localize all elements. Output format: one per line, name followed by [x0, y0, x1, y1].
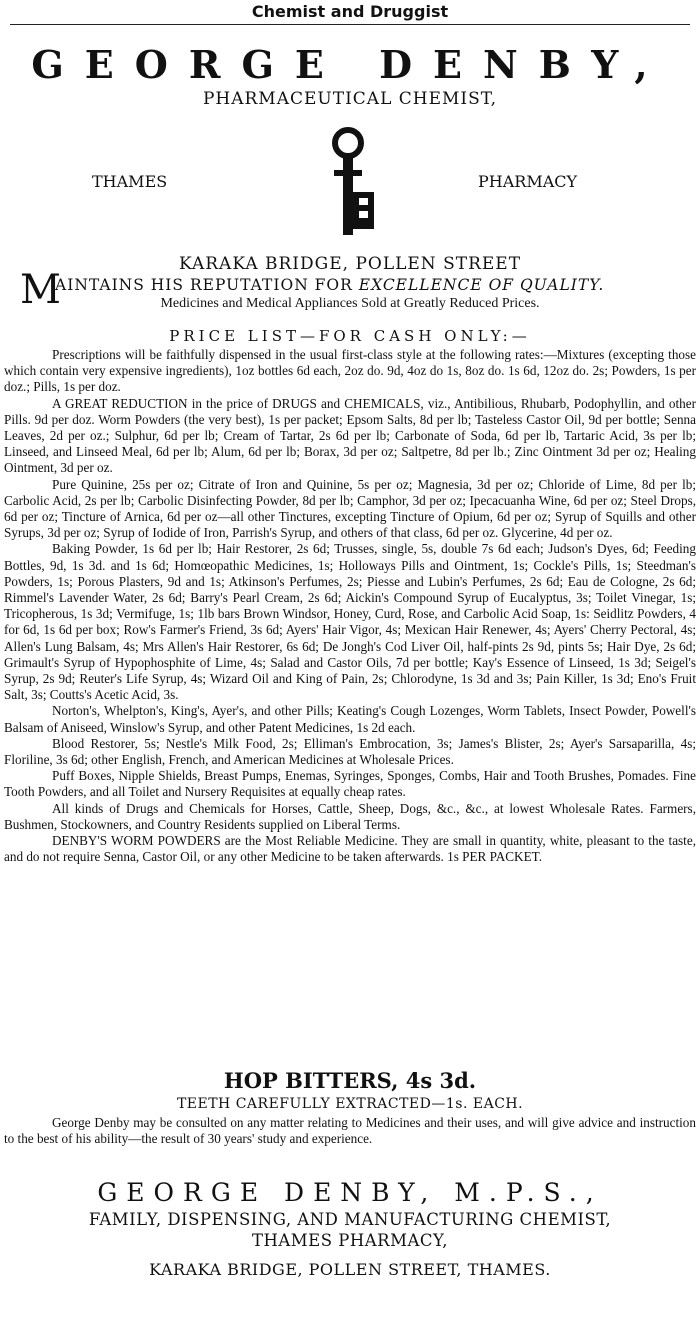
footer-name: GEORGE DENBY, M.P.S., — [97, 1178, 603, 1207]
top-rule — [10, 24, 690, 25]
section-title: Chemist and Druggist — [251, 2, 449, 21]
price-paragraph: Baking Powder, 1s 6d per lb; Hair Restorer, 2s 6d; Trusses, single, 5s, double 7s 6d each; Judson's Dyes, 6d; Feeding Bottles, 9d, 1s 3d. and 1s 6d; Homœopathic Medicines, 1s; Holloways Pills and Ointment, 1s; Cockle's Pills, 1s; Steedman's Powders, 1s; Porous Plasters, 9d and 1s; Atkinson's Perfumes, 2s; Piesse and Lubin's Perfumes, 2s 6d; Eau de Cologne, 2s 6d; Rimmel's Lavender Water, 2s 6d; Barry's Pearl Cream, 2s 6d; Aickin's Compound Syrup of Eucalyptus, 3s; Toilet Vinegar, 1s; Tricopherous, 1s 3d; Vermifuge, 1s; 1lb bars Brown Windsor, Honey, Curd, Rose, and Carbolic Acid Soap, 1s: Seidlitz Powders, 4 for 6d, 1s 6d per box; Row's Farmer's Friend, 3s 6d; Ayers' Hair Vigor, 4s; Mexican Hair Renewer, 4s; Ayers' Cherry Pectoral, 4s; Allen's Lung Balsam, 4s; Mrs Allen's Hair Restorer, 6s 6d; De Jongh's Cod Liver Oil, half-pints 2s 9d, pints 5s; Hair Dye, 2s 6d; Grimault's Syrup of Hypophosphite of Lime, 4s; Salad and Castor Oils, 7d per bottle; Kay's Essence of Linseed, 1s 3d; Seigel's Syrup, 2s 9d; Reuter's Life Syrup, 4s; Wizard Oil and King of Pain, 2s; Chlorodyne, 1s 3d and 3s; Pain Killer, 1s 3d; Eno's Fruit Salt, 3s; Coutts's Acetic Acid, 3s. — [4, 541, 696, 703]
tagline-start: AINTAINS HIS REPUTATION FOR — [55, 276, 359, 294]
price-paragraph: All kinds of Drugs and Chemicals for Horses, Cattle, Sheep, Dogs, &c., &c., at lowest Wholesale Rates. Farmers, Bushmen, Stockowners, and Country Residents supplied on Liberal Terms. — [4, 800, 696, 832]
thames-word: THAMES — [92, 172, 168, 191]
price-paragraph: Blood Restorer, 5s; Nestle's Milk Food, 2s; Elliman's Embrocation, 3s; James's Blister, 2s; Ayer's Sarsaparilla, 4s; Floriline, 3s 6d; other English, French, and American Medicines at Wholesale Prices. — [4, 735, 696, 768]
hop-bitters-line: HOP BITTERS, 4s 3d. — [223, 1068, 477, 1093]
price-list-heading: PRICE LIST—FOR CASH ONLY:— — [169, 327, 531, 345]
price-list-body — [4, 347, 696, 866]
consultation-paragraph: George Denby may be consulted on any matter relating to Medicines and their uses, and will give advice and instruction to the best of his ability—the result of 30 years' study and experience. — [4, 1115, 696, 1147]
teeth-line: TEETH CAREFULLY EXTRACTED—1s. EACH. — [176, 1096, 524, 1112]
footer-line-1: FAMILY, DISPENSING, AND MANUFACTURING CHEMIST, — [88, 1210, 612, 1229]
advertiser-name: GEORGE DENBY, — [31, 42, 669, 87]
price-paragraph: Pure Quinine, 25s per oz; Citrate of Iron and Quinine, 5s per oz; Magnesia, 3d per oz; Chloride of Lime, 8d per lb; Carbolic Acid, 2s per lb; Carbolic Disinfecting Powder, 8d per lb; Camphor, 3d per oz; Ipecacuanha Wine, 6d per oz; Steel Drops, 6d per oz; Tincture of Arnica, 6d per oz—all other Tinctures, excepting Tincture of Opium, 6d per oz; Syrup of Squills and other Syrups, 3d per oz; Syrup of Iodide of Iron, Parrish's Syrup, and others of that class, 6d per oz. Glycerine, 4d per oz. — [4, 476, 696, 541]
price-paragraph: Norton's, Whelpton's, King's, Ayer's, and other Pills; Keating's Cough Lozenges, Worm Tablets, Insect Powder, Powell's Balsam of Aniseed, Winslow's Syrup, and other Patent Medicines, 1s 2d each. — [4, 703, 696, 735]
pharmacy-word: PHARMACY — [478, 172, 578, 191]
footer-line-3: KARAKA BRIDGE, POLLEN STREET, THAMES. — [149, 1260, 551, 1279]
price-paragraph: A GREAT REDUCTION in the price of DRUGS and CHEMICALS, viz., Antibilious, Rhubarb, Podophyllin, and other Pills. 9d per doz. Worm Powders (the very best), 1s per packet; Epsom Salts, 8d per lb; Tasteless Castor Oil, 9d per bottle; Senna Leaves, 2d per oz.; Sulphur, 6d per lb; Cream of Tartar, 2s 6d per lb; Carbonate of Soda, 6d per lb, Tartaric Acid, 3s per lb; Linseed, and Linseed Meal, 6d per lb; Alum, 6d per lb; Borax, 3d per oz; Saltpetre, 8d per lb.; Zinc Ointment 3d per oz; Healing Ointment, 3d per oz. — [4, 395, 696, 476]
key-icon — [316, 126, 380, 240]
address-line: KARAKA BRIDGE, POLLEN STREET — [178, 254, 522, 274]
price-paragraph: Puff Boxes, Nipple Shields, Breast Pumps, Enemas, Syringes, Sponges, Combs, Hair and Tooth Brushes, Pomades. Fine Tooth Powders, and all Toilet and Nursery Requisites at equally cheap rates. — [4, 768, 696, 800]
price-paragraph: DENBY'S WORM POWDERS are the Most Reliable Medicine. They are small in quantity, white, pleasant to the taste, and do not require Senna, Castor Oil, or any other Medicine to be taken afterwards. 1s PER PACKET. — [4, 833, 696, 865]
subtagline: Medicines and Medical Appliances Sold at Greatly Reduced Prices. — [160, 296, 540, 311]
drop-cap: M — [20, 267, 61, 313]
footer-line-2: THAMES PHARMACY, — [251, 1231, 449, 1250]
price-paragraph: Prescriptions will be faithfully dispensed in the usual first-class style at the following rates:—Mixtures (excepting those which contain very expensive ingredients), 1oz bottles 6d each, 2oz do. 9d, 4oz do 1s, 8oz do. 1s 6d, 12oz do. 2s; Powders, 1s per doz.; Pills, 1s per doz. — [4, 347, 696, 395]
tagline-emphasis: EXCELLENCE OF QUALITY. — [358, 276, 605, 294]
tagline — [55, 276, 604, 294]
profession-line: PHARMACEUTICAL CHEMIST, — [202, 89, 498, 109]
